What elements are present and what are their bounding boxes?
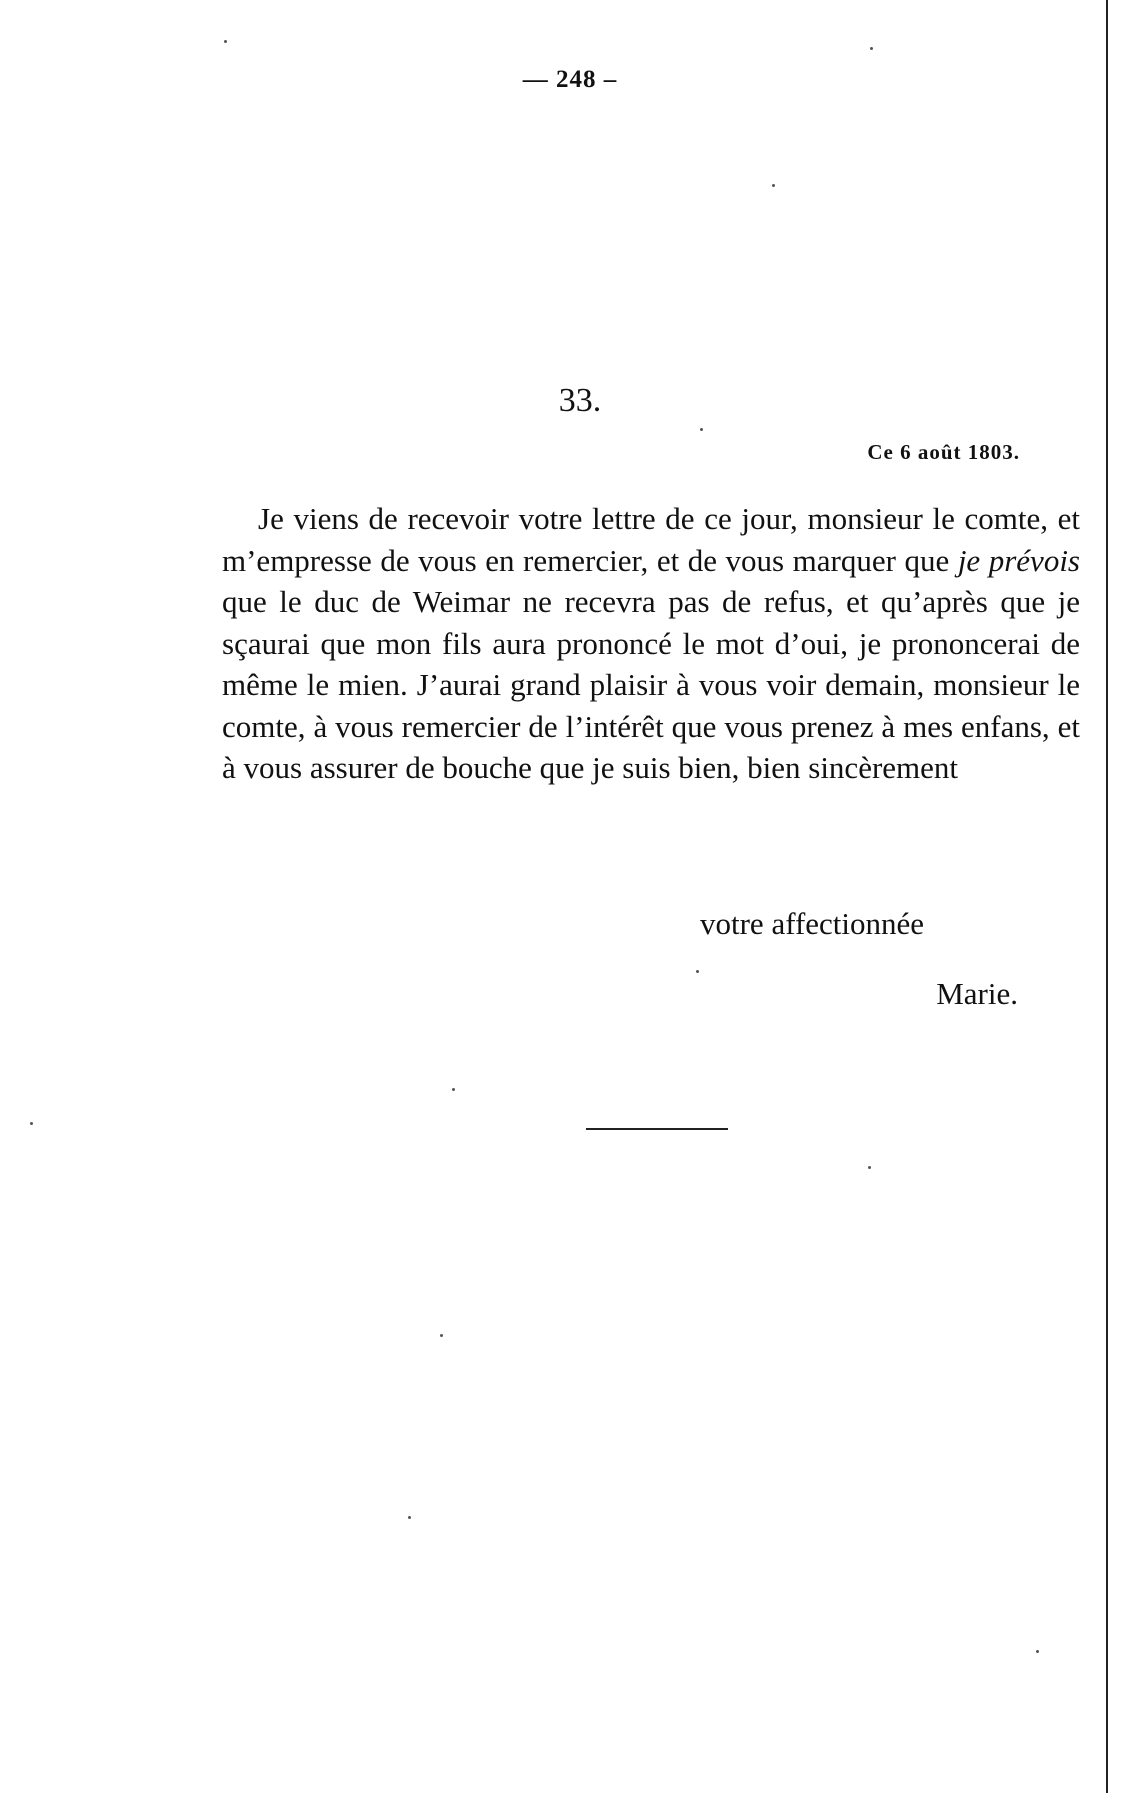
scan-speck [696, 970, 699, 973]
scan-speck [772, 184, 775, 187]
scan-speck [30, 1122, 33, 1125]
scan-speck [868, 1166, 871, 1169]
letter-number: 33. [558, 382, 602, 419]
letter-body-part-1: Je viens de recevoir votre lettre de ce jour, monsieur le comte, et m’empresse de vous en remercier, et de vous marquer que [222, 501, 1080, 578]
scan-speck [440, 1334, 443, 1337]
scan-speck [870, 47, 873, 50]
scan-speck [224, 40, 227, 43]
scan-speck [452, 1088, 455, 1091]
section-divider-rule [586, 1128, 728, 1130]
scan-speck [408, 1516, 411, 1519]
page-number: — 248 – [522, 66, 618, 93]
letter-body-emphasis: je prévois [957, 542, 1080, 578]
letter-body [222, 498, 1080, 789]
letter-closing: votre affectionnée [700, 906, 925, 941]
letter-signature: Marie. [936, 976, 1018, 1011]
scan-speck [1036, 1650, 1039, 1653]
letter-body-part-2: que le duc de Weimar ne recevra pas de refus, et qu’après que je sçaurai que mon fils aura prononcé le mot d’oui, je prononcerai de même le mien. J’aurai grand plaisir à vous voir demain, monsieur le comte, à vous remercier de l’intérêt que vous prenez à mes enfans, et à vous assurer de bouche que je suis bien, bien sincèrement [222, 584, 1080, 785]
page-edge-line [1106, 0, 1108, 1793]
letter-dateline: Ce 6 août 1803. [867, 440, 1020, 464]
scan-speck [700, 428, 703, 431]
